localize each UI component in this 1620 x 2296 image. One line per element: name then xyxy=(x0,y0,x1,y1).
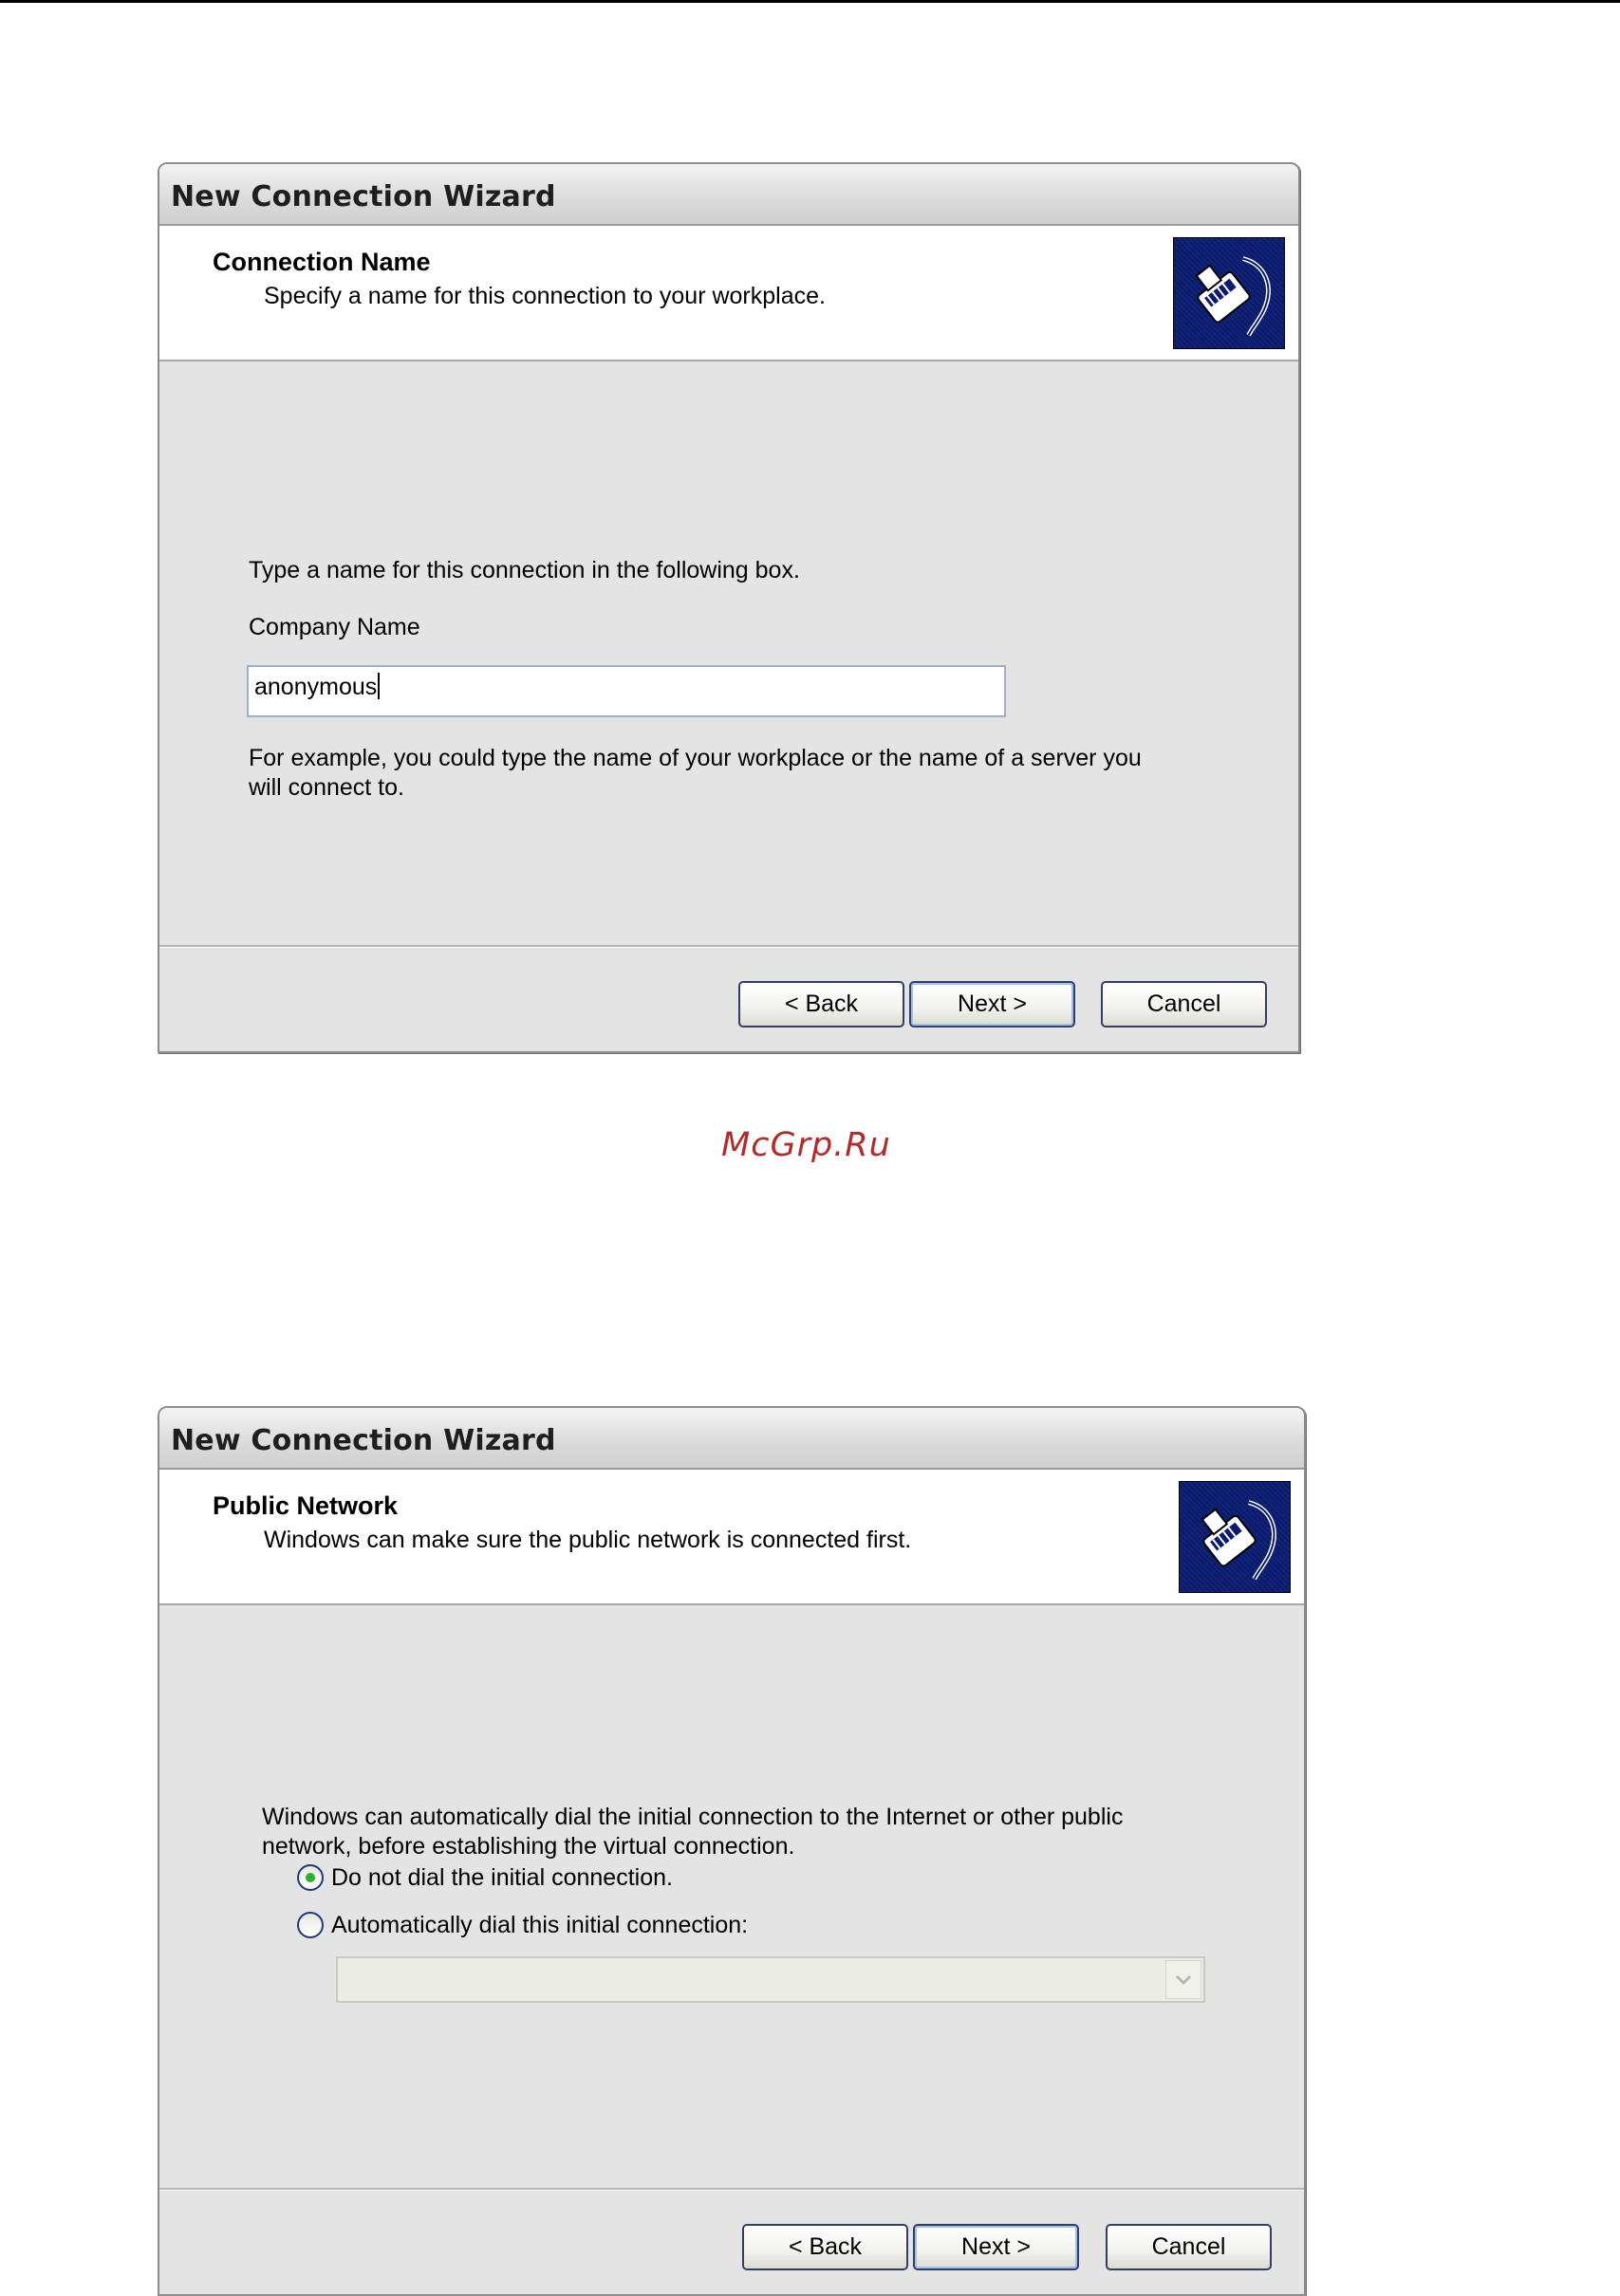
wizard-dialog-public-network xyxy=(158,1406,1306,2296)
network-plug-icon xyxy=(1173,237,1285,349)
radio-button-unselected[interactable] xyxy=(297,1912,324,1938)
window-title: New Connection Wizard xyxy=(171,1424,556,1457)
page-subtitle: Specify a name for this connection to your workplace. xyxy=(264,283,826,309)
initial-connection-select[interactable] xyxy=(336,1956,1205,2003)
watermark: McGrp.Ru xyxy=(721,1126,891,1164)
radio-auto-dial-label: Automatically dial this initial connection: xyxy=(331,1912,749,1938)
window-title: New Connection Wizard xyxy=(171,180,556,213)
radio-no-dial[interactable] xyxy=(297,1861,866,1894)
company-name-input[interactable] xyxy=(247,665,1006,717)
radio-dot-icon xyxy=(306,1873,315,1882)
title-bar[interactable] xyxy=(159,1408,1304,1470)
wizard-dialog-connection-name xyxy=(158,162,1300,1053)
text-cursor xyxy=(378,673,380,699)
radio-auto-dial[interactable] xyxy=(297,1909,866,1941)
description-line1: Windows can automatically dial the initial connection to the Internet or other public xyxy=(262,1804,1124,1830)
instruction-text: Type a name for this connection in the following box. xyxy=(249,557,800,583)
title-bar[interactable] xyxy=(159,164,1298,226)
back-button[interactable]: < Back xyxy=(742,2224,908,2270)
network-plug-icon xyxy=(1179,1481,1291,1593)
radio-button-selected[interactable] xyxy=(297,1864,324,1891)
wizard-body xyxy=(159,361,1298,945)
cancel-button[interactable]: Cancel xyxy=(1101,981,1267,1028)
page-top-rule xyxy=(0,0,1620,3)
wizard-header xyxy=(159,226,1298,361)
next-button[interactable]: Next > xyxy=(909,981,1075,1028)
page-subtitle: Windows can make sure the public network is connected first. xyxy=(264,1527,912,1553)
company-name-value: anonymous xyxy=(254,674,378,700)
description-line2: network, before establishing the virtual connection. xyxy=(262,1833,795,1860)
radio-no-dial-label: Do not dial the initial connection. xyxy=(331,1864,673,1891)
company-name-label: Company Name xyxy=(249,614,420,640)
next-button[interactable]: Next > xyxy=(913,2224,1079,2270)
wizard-header xyxy=(159,1470,1304,1605)
wizard-footer xyxy=(159,945,1298,1051)
page-title: Public Network xyxy=(213,1491,399,1520)
cancel-button[interactable]: Cancel xyxy=(1106,2224,1272,2270)
example-text-line1: For example, you could type the name of your workplace or the name of a server you xyxy=(249,745,1142,771)
wizard-body xyxy=(159,1605,1304,2188)
example-text-line2: will connect to. xyxy=(249,774,404,801)
back-button[interactable]: < Back xyxy=(738,981,904,1028)
wizard-footer xyxy=(159,2188,1304,2294)
chevron-down-icon[interactable] xyxy=(1165,1960,1201,1999)
page-title: Connection Name xyxy=(213,248,431,276)
